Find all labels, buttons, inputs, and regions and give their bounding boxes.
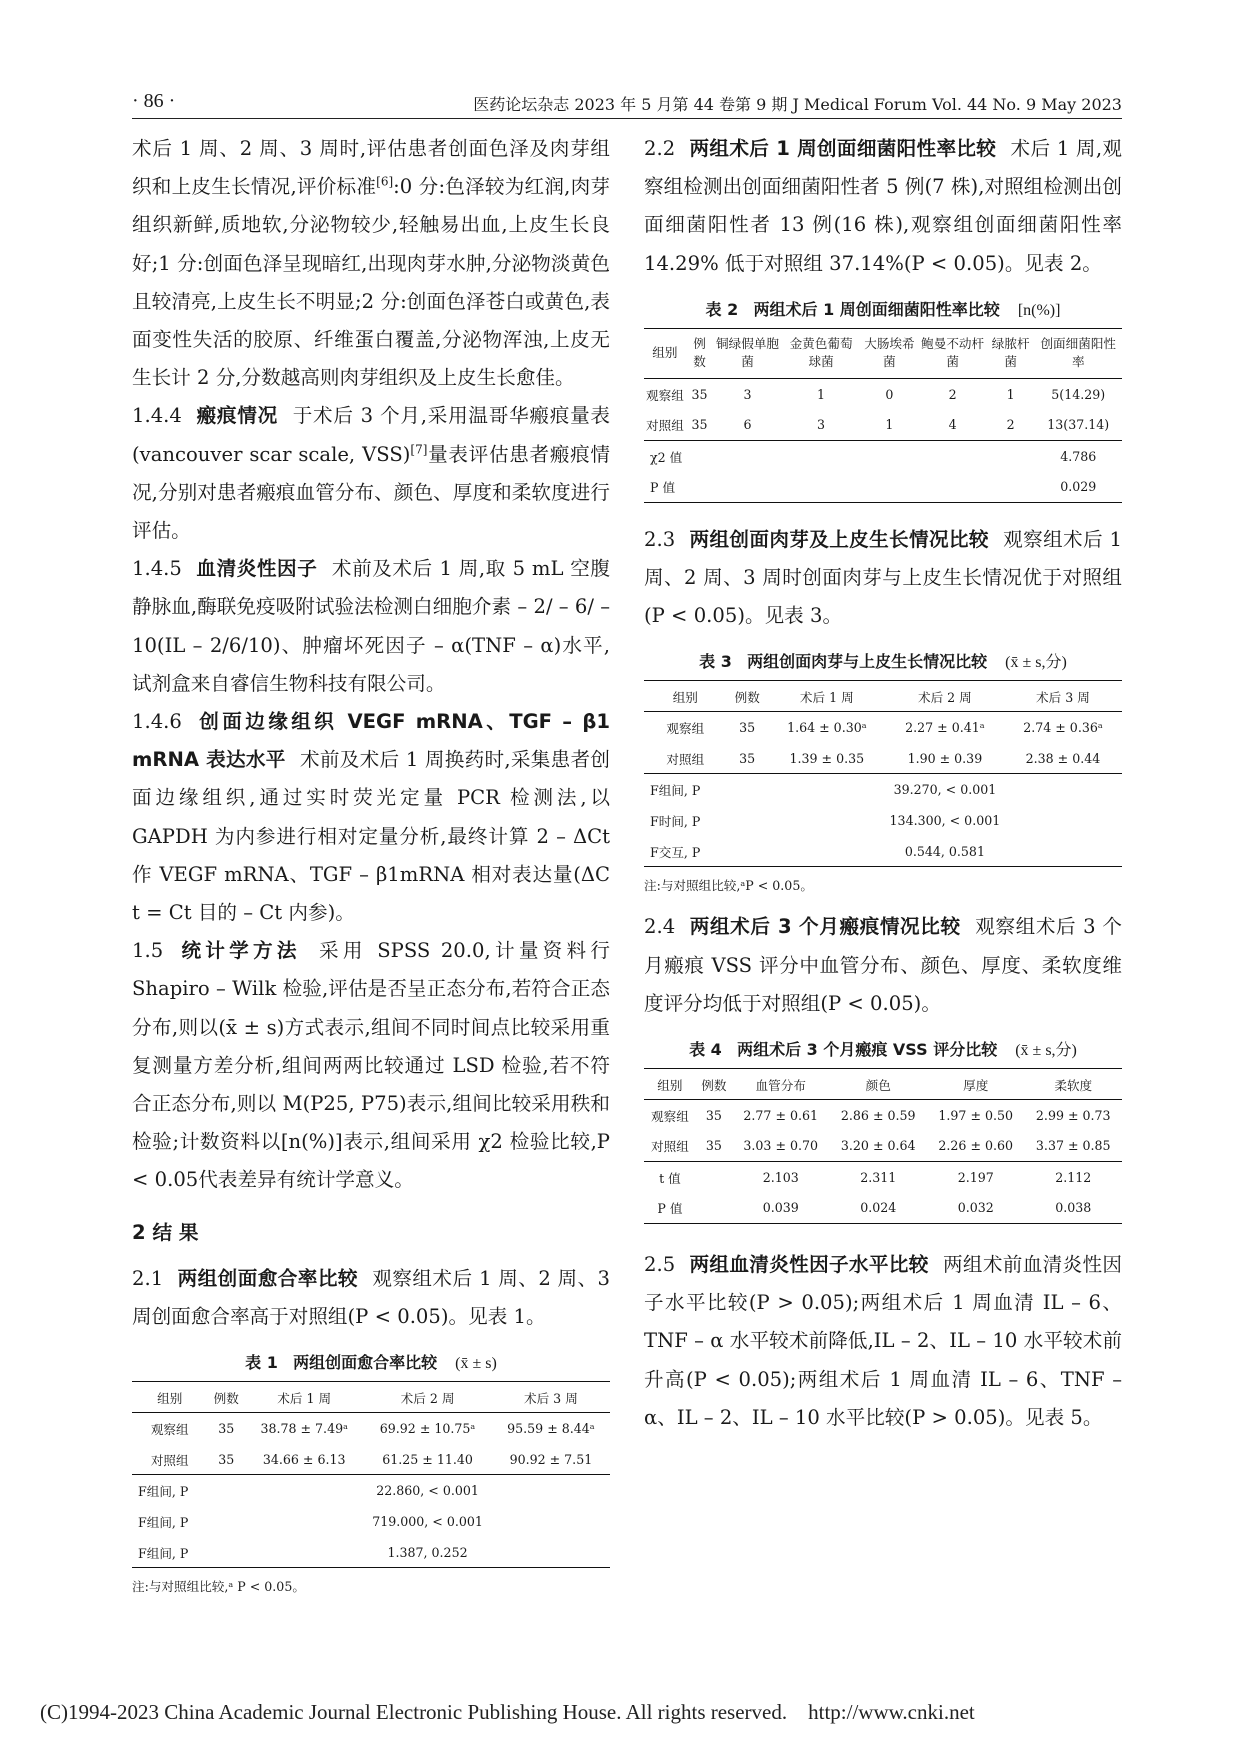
journal-citation: 医药论坛杂志 2023 年 5 月第 44 卷第 9 期 J Medical Forum Vol. 44 No. 9 May 2023 bbox=[473, 95, 1122, 114]
section-1-4-5: 1.4.5 血清炎性因子 术前及术后 1 周,取 5 mL 空腹静脉血,酶联免疫吸附试验法检测白细胞介素 – 2/ – 6/ – 10(IL – 2/6/10)、肿瘤坏死因子 – α(TNF – α)水平,试剂盒来自睿信生物科技有限公司。 bbox=[132, 557, 611, 695]
table-2 bbox=[644, 328, 1122, 503]
citation-ref: [7] bbox=[410, 442, 428, 457]
copyright-text: (C)1994-2023 China Academic Journal Electronic Publishing House. All rights reserved. bbox=[40, 1700, 788, 1724]
section-2-4: 2.4 两组术后 3 个月瘢痕情况比较 观察组术后 3 个月瘢痕 VSS 评分中血管分布、颜色、厚度、柔软度维度评分均低于对照组(P < 0.05)。 bbox=[644, 915, 1122, 1015]
section-heading: 两组创面肉芽及上皮生长情况比较 bbox=[689, 527, 989, 551]
section-2-1: 2.1 两组创面愈合率比较 观察组术后 1 周、2 周、3 周创面愈合率高于对照组(P < 0.05)。见表 1。 bbox=[132, 1266, 610, 1329]
table-row: 对照组 35 6 3 1 4 2 13(37.14) bbox=[646, 417, 1110, 434]
section-2-2: 2.2 两组术后 1 周创面细菌阳性率比较 术后 1 周,观察组检测出创面细菌阳性者 5 例(7 株),对照组检测出创面细菌阳性者 13 例(16 株),观察组创面细菌阳性率 14.29% 低于对照组 37.14%(P < 0.05)。见表 2。 bbox=[644, 137, 1122, 275]
table-stat-row: F组间, P 1.387, 0.252 bbox=[138, 1544, 468, 1561]
table-4 bbox=[644, 1068, 1122, 1224]
section-heading: 两组血清炎性因子水平比较 bbox=[689, 1253, 929, 1277]
table-stat-row: P 值 0.039 0.024 0.032 0.038 bbox=[657, 1200, 1092, 1217]
section-heading: 瘢痕情况 bbox=[195, 404, 278, 428]
table-stat-row: χ2 值 4.786 bbox=[644, 440, 1122, 471]
table-1-note: 注:与对照组比较,ᵃ P < 0.05。 bbox=[132, 1579, 305, 1595]
table-header-row: 组别 例数 术后 1 周 术后 2 周 术后 3 周 bbox=[132, 1382, 610, 1413]
cnki-url: http://www.cnki.net bbox=[808, 1700, 975, 1724]
table-2-caption: 表 2 两组术后 1 周创面细菌阳性率比较 [n(%)] bbox=[705, 299, 1061, 319]
table-3 bbox=[644, 680, 1122, 867]
right-column bbox=[644, 130, 1122, 1437]
table-row: 观察组 35 3 1 0 2 1 5(14.29) bbox=[646, 386, 1106, 403]
table-1 bbox=[132, 1381, 610, 1568]
section-2-heading: 2 结 果 bbox=[132, 1220, 199, 1244]
page-number: · 86 · bbox=[132, 90, 176, 112]
section-heading: 统计学方法 bbox=[177, 939, 301, 963]
table-row: 对照组 35 3.03 ± 0.70 3.20 ± 0.64 2.26 ± 0.60 3.37 ± 0.85 bbox=[651, 1138, 1111, 1155]
table-4-caption: 表 4 两组术后 3 个月瘢痕 VSS 评分比较 (x̄ ± s,分) bbox=[689, 1040, 1077, 1060]
table-stat-row: t 值 2.103 2.311 2.197 2.112 bbox=[644, 1162, 1122, 1193]
section-1-4-4: 1.4.4 瘢痕情况 于术后 3 个月,采用温哥华瘢痕量表(vancouver scar scale, VSS)[7]量表评估患者瘢痕情况,分别对患者瘢痕血管分布、颜色、厚度和柔软度进行评估。 bbox=[132, 404, 611, 543]
table-3-note: 注:与对照组比较,ᵃP < 0.05。 bbox=[644, 878, 813, 894]
table-header-row: 组别 例数 血管分布 颜色 厚度 柔软度 bbox=[644, 1069, 1122, 1100]
section-2-5: 2.5 两组血清炎性因子水平比较 两组术前血清炎性因子水平比较(P > 0.05);两组术后 1 周血清 IL – 6、TNF – α 水平较术前降低,IL – 2、IL – 10 水平较术前升高(P < 0.05);两组术后 1 周血清 IL – 6、TNF – α、IL – 2、IL – 10 水平比较(P > 0.05)。见表 5。 bbox=[644, 1253, 1123, 1429]
section-heading: 创面边缘组织 VEGF mRNA、TGF – β1 mRNA 表达水平 bbox=[132, 710, 610, 772]
citation-ref: [6] bbox=[376, 174, 394, 189]
section-heading: 血清炎性因子 bbox=[195, 557, 318, 581]
table-stat-row: F时间, P 134.300, < 0.001 bbox=[650, 812, 1001, 829]
header-rule bbox=[132, 118, 1122, 119]
section-heading: 两组创面愈合率比较 bbox=[177, 1266, 358, 1290]
section-1-4-6: 1.4.6 创面边缘组织 VEGF mRNA、TGF – β1 mRNA 表达水平 术前及术后 1 周换药时,采集患者创面边缘组织,通过实时荧光定量 PCR 检测法,以 GAPDH 为内参进行相对定量分析,最终计算 2 – ΔCt作 VEGF mRNA、TGF – β1mRNA 相对表达量(ΔC t = Ct 目的 – Ct 内参)。 bbox=[132, 710, 610, 925]
table-row: 观察组 35 2.77 ± 0.61 2.86 ± 0.59 1.97 ± 0.50 2.99 ± 0.73 bbox=[651, 1107, 1111, 1124]
table-row: 对照组 35 1.39 ± 0.35 1.90 ± 0.39 2.38 ± 0.44 bbox=[666, 750, 1101, 767]
paragraph-evaluation-criteria: 术后 1 周、2 周、3 周时,评估患者创面色泽及肉芽组织和上皮生长情况,评价标准[6]:0 分:色泽较为红润,肉芽组织新鲜,质地软,分泌物较少,轻触易出血,上皮生长良好;1 分:创面色泽呈现暗红,出现肉芽水肿,分泌物淡黄色且较清亮,上皮生长不明显;2 分:创面色泽苍白或黄色,表面变性失活的胶原、纤维蛋白覆盖,分泌物浑浊,上皮无生长计 2 分,分数越高则肉芽组织及上皮生长愈佳。 bbox=[132, 137, 610, 390]
table-stat-row: F组间, P 719.000, < 0.001 bbox=[138, 1513, 483, 1530]
section-heading: 两组术后 3 个月瘢痕情况比较 bbox=[689, 915, 961, 939]
table-stat-row: P 值 0.029 bbox=[650, 479, 1097, 496]
table-stat-row: F组间, P 22.860, < 0.001 bbox=[132, 1475, 610, 1506]
copyright-footer bbox=[40, 1700, 1200, 1725]
table-stat-row: F组间, P 39.270, < 0.001 bbox=[644, 774, 1122, 805]
table-row: 观察组 35 38.78 ± 7.49ᵃ 69.92 ± 10.75ᵃ 95.59 ± 8.44ᵃ bbox=[150, 1421, 595, 1438]
table-header-row: 组别 例数 术后 1 周 术后 2 周 术后 3 周 bbox=[644, 681, 1122, 712]
section-1-5: 1.5 统计学方法 采用 SPSS 20.0,计量资料行 Shapiro – Wilk 检验,评估是否呈正态分布,若符合正态分布,则以(x̄ ± s)方式表示,组间不同时间点比较采用重复测量方差分析,组间两两比较通过 LSD 检验,若不符合正态分布,则以 M(P25, P75)表示,组间比较采用秩和检验;计数资料以[n(%)]表示,组间采用 χ2 检验比较,P < 0.05代表差异有统计学意义。 bbox=[132, 939, 611, 1192]
table-3-caption: 表 3 两组创面肉芽与上皮生长情况比较 (x̄ ± s,分) bbox=[699, 652, 1067, 672]
table-header-row: 组别 例数 铜绿假单胞菌 金黄色葡萄球菌 大肠埃希菌 鲍曼不动杆菌 绿脓杆菌 创面细菌阳性率 bbox=[644, 328, 1122, 378]
table-1-caption: 表 1 两组创面愈合率比较 (x̄ ± s) bbox=[245, 1353, 497, 1373]
section-heading: 两组术后 1 周创面细菌阳性率比较 bbox=[689, 137, 997, 160]
table-row: 观察组 35 1.64 ± 0.30ᵃ 2.27 ± 0.41ᵃ 2.74 ± 0.36ᵃ bbox=[666, 720, 1103, 737]
table-row: 对照组 35 34.66 ± 6.13 61.25 ± 11.40 90.92 ± 7.51 bbox=[150, 1451, 593, 1468]
section-2-3: 2.3 两组创面肉芽及上皮生长情况比较 观察组术后 1 周、2 周、3 周时创面肉芽与上皮生长情况优于对照组(P < 0.05)。见表 3。 bbox=[644, 527, 1123, 628]
table-stat-row: F交互, P 0.544, 0.581 bbox=[650, 843, 985, 860]
left-column bbox=[132, 130, 610, 1599]
